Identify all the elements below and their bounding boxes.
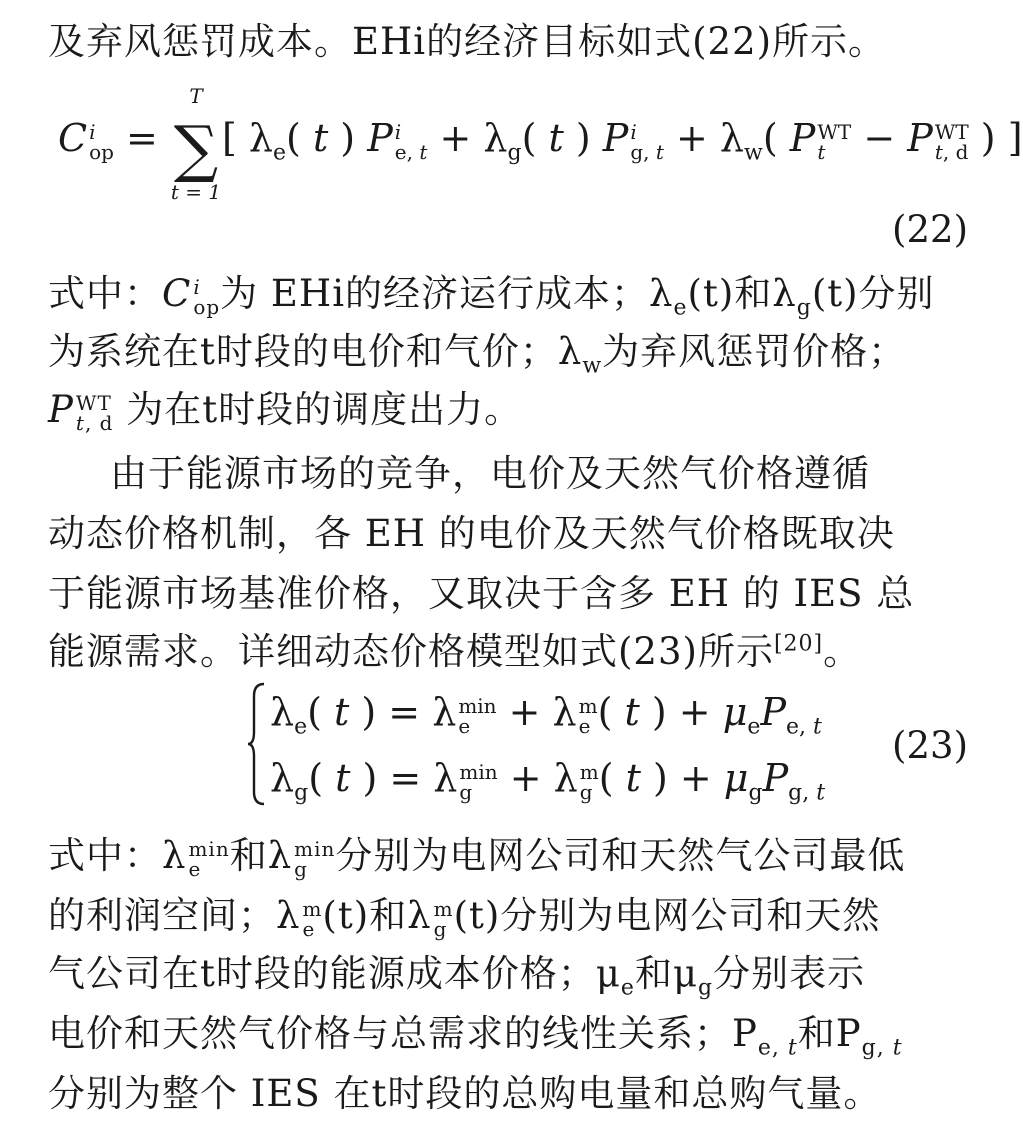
citation-ref: [20] <box>773 631 824 657</box>
summation-symbol: T ∑ t = 1 <box>170 84 222 204</box>
text-line-1: 及弃风惩罚成本。EHi的经济目标如式(22)所示。 <box>48 20 887 63</box>
equation-number-23: (23) <box>892 724 968 767</box>
text-line-13: 电价和天然气价格与总需求的线性关系；$P_{e, t}$和$P_{g, t}$ <box>48 1012 903 1061</box>
text-line-8: 于能源市场基准价格，又取决于含多 EH 的 IES 总 <box>48 572 915 615</box>
text-line-4: 为系统在t时段的电价和气价；$\lambda_w$为弃风惩罚价格； <box>48 330 907 379</box>
text-line-14: 分别为整个 IES 在t时段的总购电量和总购气量。 <box>48 1072 882 1115</box>
text-line-12: 气公司在t时段的能源成本价格；$\mu_e$和$\mu_g$分别表示 <box>48 952 866 1001</box>
text-line-11: 的利润空间；λ m e (t)和λ m g (t)分别为电网公司和天然 <box>48 894 881 941</box>
equation-number-22: (22) <box>892 208 968 251</box>
text-line-5: P WT t, d 为在t时段的调度出力。 <box>48 388 523 435</box>
text-line-7: 动态价格机制，各 EH 的电价及天然气价格既取决 <box>48 512 895 555</box>
text-line-6: 由于能源市场的竞争，电价及天然气价格遵循 <box>110 452 870 495</box>
text-line-3: 式中：C i op 为 EHi的经济运行成本；$\lambda_e(t)$和$\lambda_g(t)$分别 <box>48 272 935 321</box>
left-brace <box>246 682 266 806</box>
text-line-10: 式中：λ min e 和λ min g 分别为电网公司和天然气公司最低 <box>48 834 906 881</box>
text-line-9: 能源需求。详细动态价格模型如式(23)所示[20]。 <box>48 630 862 673</box>
